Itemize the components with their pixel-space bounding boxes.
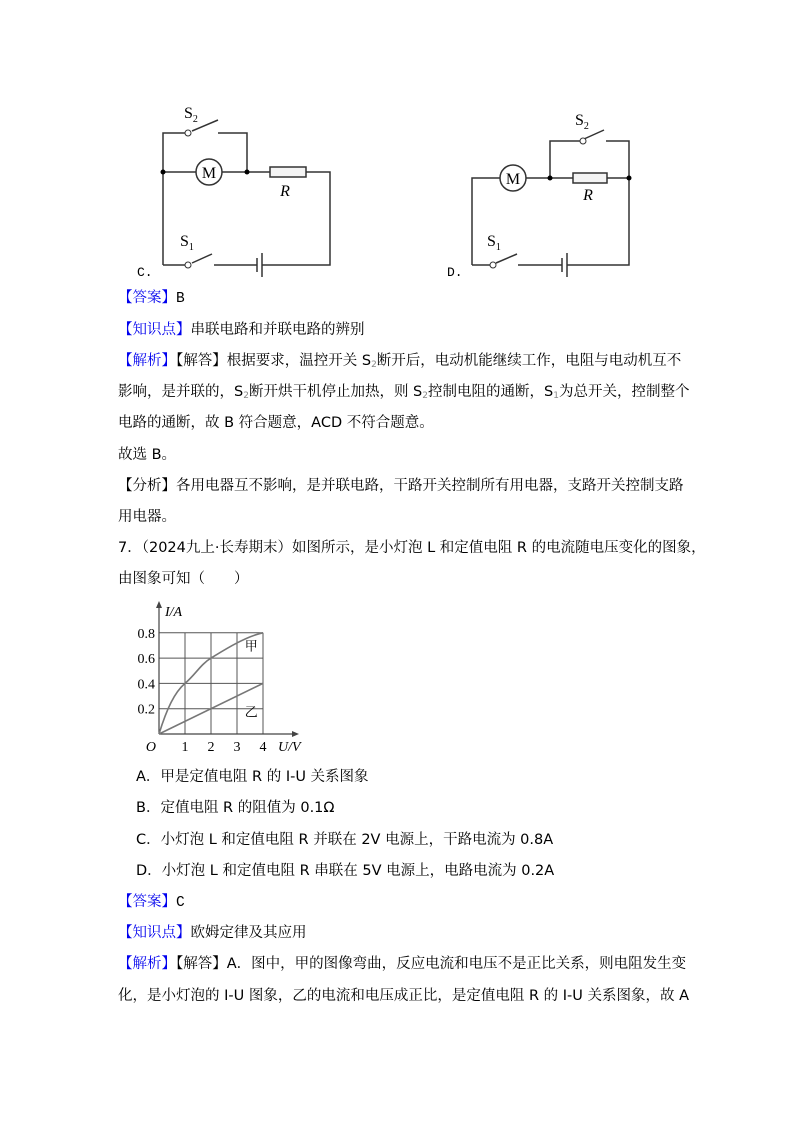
x-axis-arrow-icon	[292, 731, 299, 737]
y-tick-label: 0.6	[137, 652, 155, 668]
y-axis-label: I/A	[165, 605, 183, 620]
x-axis-label: U/V	[278, 740, 301, 755]
motor-label: M	[201, 165, 217, 182]
y-tick-label: 0.8	[137, 626, 155, 642]
y-tick-label: 0.4	[137, 677, 155, 693]
s1-label: $S_1$	[180, 233, 194, 253]
series-label-jia: 甲	[244, 639, 258, 655]
series-label-yi: 乙	[244, 705, 258, 721]
q7-stem-l1: 7．（2024九上·长寿期末）如图所示，是小灯泡 L 和定值电阻 R 的电流随电压变化的图象，	[118, 540, 706, 556]
q7-knowledge-point: 【知识点】欧姆定律及其应用	[118, 925, 307, 941]
option-d-label: D.	[447, 265, 463, 280]
motor-label: M	[505, 171, 521, 188]
q6-fenxi-l2: 用电器。	[118, 509, 176, 525]
q6-analysis-l3: 电路的通断，故 B 符合题意，ACD 不符合题意。	[118, 415, 434, 431]
x-tick-label: 2	[207, 740, 215, 755]
s2-label: $S_2$	[184, 105, 198, 125]
q7-option-c: C．小灯泡 L 和定值电阻 R 并联在 2V 电源上，干路电流为 0.8A	[136, 832, 554, 848]
x-tick-label: 4	[259, 740, 267, 755]
y-axis-arrow-icon	[156, 601, 162, 608]
q7-analysis-l1: 【解析】【解答】A．图中，甲的图像弯曲，反应电流和电压不是正比关系，则电阻发生变	[118, 956, 687, 972]
s2-label: $S_2$	[575, 112, 589, 132]
x-tick-label: 1	[181, 740, 189, 755]
q7-option-b: B．定值电阻 R 的阻值为 0.1Ω	[136, 800, 335, 816]
q6-knowledge-point: 【知识点】串联电路和并联电路的辨别	[118, 322, 365, 338]
q7-option-a: A．甲是定值电阻 R 的 I-U 关系图象	[136, 769, 369, 785]
q7-analysis-l2: 化，是小灯泡的 I-U 图象，乙的电流和电压成正比，是定值电阻 R 的 I-U 关系图象，故 A	[118, 988, 689, 1004]
q6-analysis-l2: 影响，是并联的，$S_2$断开烘干机停止加热，则 $S_2$控制电阻的通断，$S_1$为总开关，控制整个	[118, 384, 690, 401]
resistor-label: R	[583, 187, 593, 204]
x-tick-label: 3	[233, 740, 241, 755]
q7-answer: 【答案】C	[118, 894, 185, 911]
q6-answer: 【答案】B	[118, 290, 185, 307]
option-c-label: C.	[137, 265, 153, 280]
q7-option-d: D．小灯泡 L 和定值电阻 R 串联在 5V 电源上，电路电流为 0.2A	[136, 863, 555, 879]
origin-label: O	[145, 740, 156, 755]
y-tick-label: 0.2	[137, 702, 155, 718]
q6-fenxi-l1: 【分析】各用电器互不影响，是并联电路，干路开关控制所有用电器，支路开关控制支路	[118, 478, 684, 494]
resistor-label: R	[280, 183, 290, 200]
q6-analysis-l1: 【解析】【解答】根据要求，温控开关 $S_2$断开后，电动机能继续工作，电阻与电动机互不	[118, 353, 682, 370]
q6-conclusion: 故选 B。	[118, 447, 177, 463]
q7-stem-l2: 由图象可知（ ）	[118, 571, 249, 587]
s1-label: $S_1$	[487, 233, 501, 253]
